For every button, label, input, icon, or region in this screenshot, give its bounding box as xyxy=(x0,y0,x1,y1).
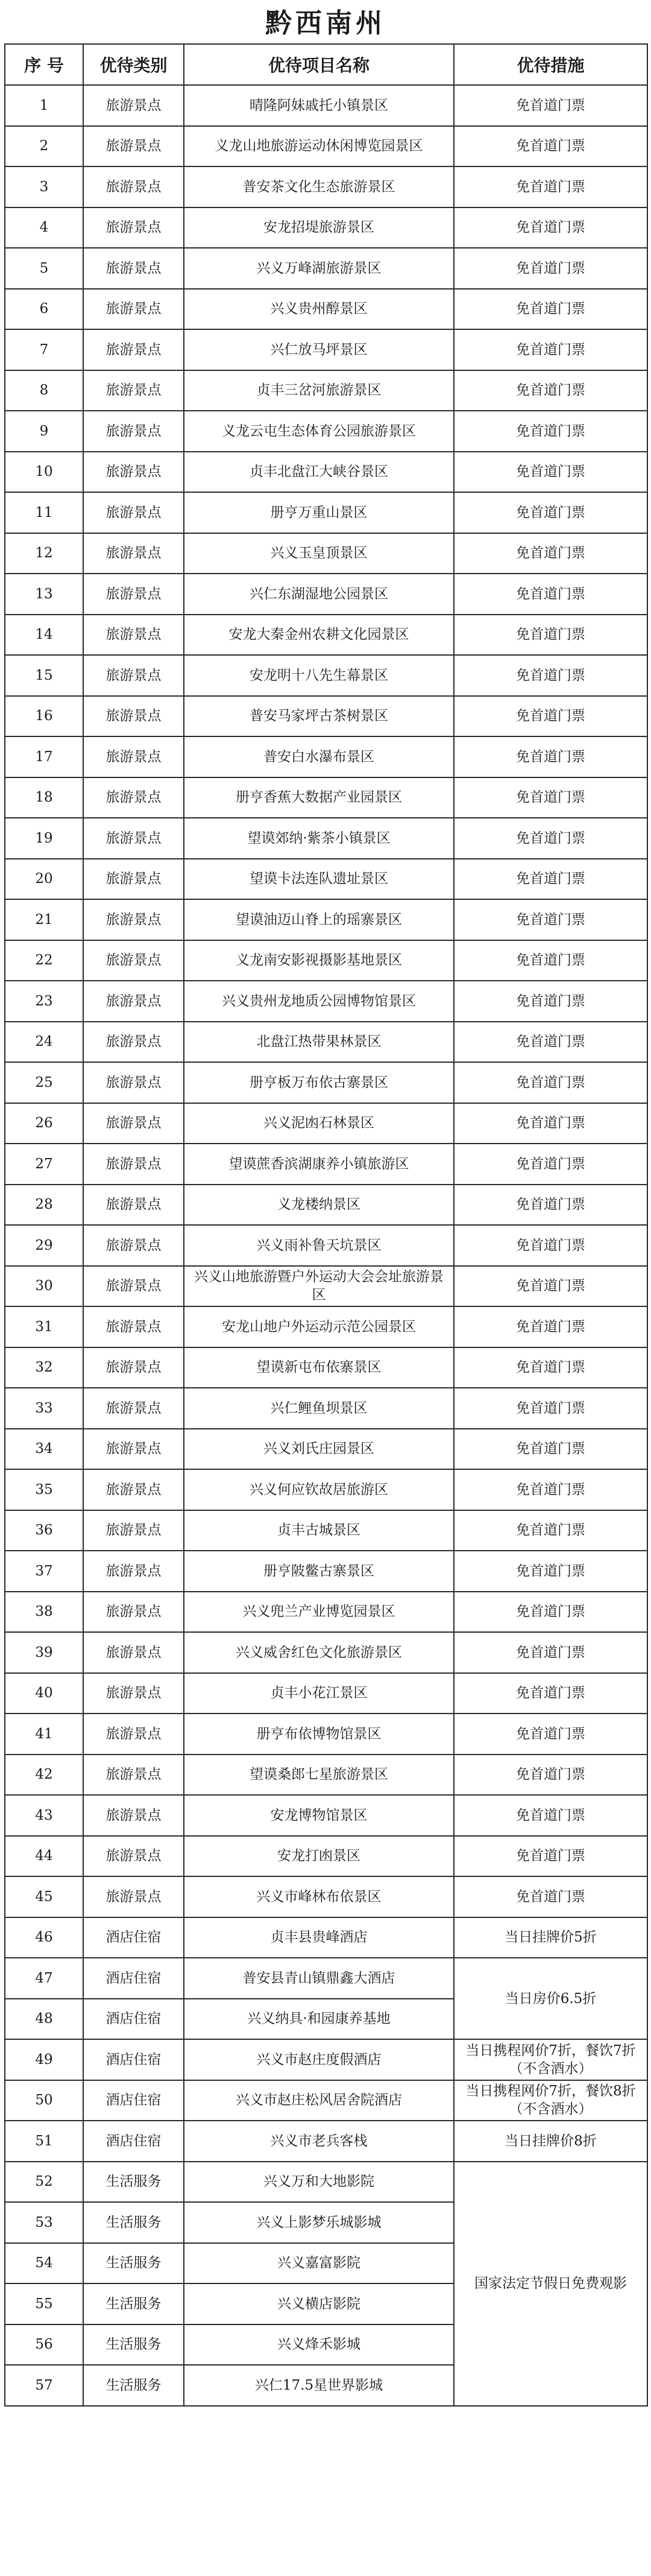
cell-no: 46 xyxy=(5,1917,83,1958)
table-row xyxy=(5,2039,647,2080)
table-row xyxy=(5,1551,647,1592)
cell-no: 27 xyxy=(5,1144,83,1185)
cell-category: 旅游景点 xyxy=(83,981,184,1022)
cell-item-name: 贞丰三岔河旅游景区 xyxy=(184,370,454,411)
cell-measure: 免首道门票 xyxy=(454,248,647,289)
cell-no: 42 xyxy=(5,1755,83,1796)
cell-measure: 免首道门票 xyxy=(454,615,647,656)
cell-measure: 免首道门票 xyxy=(454,818,647,859)
header-no: 序 号 xyxy=(5,44,83,85)
cell-category: 旅游景点 xyxy=(83,492,184,533)
cell-category: 旅游景点 xyxy=(83,899,184,940)
cell-measure: 免首道门票 xyxy=(454,1836,647,1877)
cell-measure: 当日挂牌价5折 xyxy=(454,1917,647,1958)
cell-no: 43 xyxy=(5,1795,83,1836)
cell-no: 28 xyxy=(5,1185,83,1226)
table-row xyxy=(5,1103,647,1144)
cell-measure: 当日挂牌价8折 xyxy=(454,2121,647,2162)
table-row xyxy=(5,1510,647,1551)
table-row xyxy=(5,615,647,656)
table-row xyxy=(5,1306,647,1347)
cell-item-name: 兴义贵州醇景区 xyxy=(184,289,454,330)
cell-category: 旅游景点 xyxy=(83,370,184,411)
cell-item-name: 义龙楼纳景区 xyxy=(184,1185,454,1226)
cell-item-name: 兴义市峰林布依景区 xyxy=(184,1876,454,1917)
cell-category: 旅游景点 xyxy=(83,85,184,126)
table-row xyxy=(5,248,647,289)
cell-measure: 国家法定节假日免费观影 xyxy=(454,2162,647,2406)
cell-item-name: 普安县青山镇鼎鑫大酒店 xyxy=(184,1958,454,1999)
cell-no: 18 xyxy=(5,777,83,818)
table-row xyxy=(5,655,647,696)
cell-no: 15 xyxy=(5,655,83,696)
cell-item-name: 兴义市赵庄松风居舍院酒店 xyxy=(184,2080,454,2121)
cell-category: 旅游景点 xyxy=(83,329,184,370)
cell-item-name: 兴义上影梦乐城影城 xyxy=(184,2202,454,2243)
cell-measure: 免首道门票 xyxy=(454,1673,647,1714)
cell-category: 旅游景点 xyxy=(83,248,184,289)
cell-category: 旅游景点 xyxy=(83,655,184,696)
table-row xyxy=(5,940,647,981)
cell-category: 旅游景点 xyxy=(83,940,184,981)
cell-category: 旅游景点 xyxy=(83,696,184,737)
cell-no: 29 xyxy=(5,1225,83,1266)
cell-measure: 免首道门票 xyxy=(454,1388,647,1429)
cell-no: 32 xyxy=(5,1347,83,1388)
cell-item-name: 望谟新屯布依寨景区 xyxy=(184,1347,454,1388)
cell-category: 旅游景点 xyxy=(83,126,184,167)
cell-no: 25 xyxy=(5,1062,83,1103)
table-row xyxy=(5,1632,647,1673)
cell-no: 53 xyxy=(5,2202,83,2243)
cell-measure: 免首道门票 xyxy=(454,1755,647,1796)
table-row xyxy=(5,1714,647,1755)
cell-category: 旅游景点 xyxy=(83,1876,184,1917)
cell-item-name: 兴义万峰湖旅游景区 xyxy=(184,248,454,289)
table-row xyxy=(5,1673,647,1714)
cell-no: 38 xyxy=(5,1592,83,1633)
cell-item-name: 晴隆阿妹戚托小镇景区 xyxy=(184,85,454,126)
cell-category: 旅游景点 xyxy=(83,615,184,656)
table-row xyxy=(5,2162,647,2203)
cell-category: 旅游景点 xyxy=(83,1510,184,1551)
cell-measure: 免首道门票 xyxy=(454,1347,647,1388)
table-row xyxy=(5,1592,647,1633)
table-row xyxy=(5,1225,647,1266)
header-measure: 优待措施 xyxy=(454,44,647,85)
cell-category: 旅游景点 xyxy=(83,818,184,859)
cell-no: 34 xyxy=(5,1429,83,1470)
cell-measure: 当日携程网价7折，餐饮7折（不含酒水） xyxy=(454,2039,647,2080)
cell-category: 旅游景点 xyxy=(83,859,184,900)
cell-category: 旅游景点 xyxy=(83,1673,184,1714)
cell-item-name: 望谟蔗香滨湖康养小镇旅游区 xyxy=(184,1144,454,1185)
cell-no: 36 xyxy=(5,1510,83,1551)
cell-no: 6 xyxy=(5,289,83,330)
cell-measure: 免首道门票 xyxy=(454,574,647,615)
cell-no: 40 xyxy=(5,1673,83,1714)
cell-measure: 免首道门票 xyxy=(454,736,647,777)
cell-category: 旅游景点 xyxy=(83,452,184,493)
cell-item-name: 贞丰小花江景区 xyxy=(184,1673,454,1714)
cell-measure: 免首道门票 xyxy=(454,696,647,737)
table-row xyxy=(5,1958,647,1999)
cell-category: 旅游景点 xyxy=(83,411,184,452)
cell-measure: 当日房价6.5折 xyxy=(454,1958,647,2039)
cell-measure: 免首道门票 xyxy=(454,452,647,493)
cell-item-name: 普安马家坪古茶树景区 xyxy=(184,696,454,737)
cell-category: 旅游景点 xyxy=(83,1185,184,1226)
cell-item-name: 安龙招堤旅游景区 xyxy=(184,207,454,248)
cell-no: 45 xyxy=(5,1876,83,1917)
cell-item-name: 义龙南安影视摄影基地景区 xyxy=(184,940,454,981)
cell-category: 旅游景点 xyxy=(83,1388,184,1429)
table-row xyxy=(5,1429,647,1470)
cell-category: 旅游景点 xyxy=(83,1103,184,1144)
cell-item-name: 安龙大秦金州农耕文化园景区 xyxy=(184,615,454,656)
table-row xyxy=(5,574,647,615)
table-row xyxy=(5,1755,647,1796)
cell-category: 旅游景点 xyxy=(83,1755,184,1796)
cell-item-name: 兴义市赵庄度假酒店 xyxy=(184,2039,454,2080)
cell-item-name: 兴仁放马坪景区 xyxy=(184,329,454,370)
cell-measure: 免首道门票 xyxy=(454,981,647,1022)
table-row xyxy=(5,1469,647,1510)
cell-measure: 免首道门票 xyxy=(454,533,647,574)
table-row xyxy=(5,452,647,493)
cell-item-name: 贞丰县贵峰酒店 xyxy=(184,1917,454,1958)
cell-item-name: 册亨香蕉大数据产业园景区 xyxy=(184,777,454,818)
cell-category: 旅游景点 xyxy=(83,1225,184,1266)
cell-item-name: 普安茶文化生态旅游景区 xyxy=(184,166,454,207)
cell-no: 50 xyxy=(5,2080,83,2121)
cell-measure: 免首道门票 xyxy=(454,940,647,981)
cell-category: 生活服务 xyxy=(83,2162,184,2203)
cell-category: 生活服务 xyxy=(83,2365,184,2406)
cell-item-name: 贞丰古城景区 xyxy=(184,1510,454,1551)
cell-measure: 免首道门票 xyxy=(454,126,647,167)
cell-category: 生活服务 xyxy=(83,2243,184,2284)
table-row xyxy=(5,777,647,818)
cell-item-name: 兴义横店影院 xyxy=(184,2283,454,2324)
header-item-name: 优待项目名称 xyxy=(184,44,454,85)
cell-item-name: 望谟卡法连队遗址景区 xyxy=(184,859,454,900)
cell-no: 51 xyxy=(5,2121,83,2162)
cell-category: 生活服务 xyxy=(83,2283,184,2324)
cell-category: 生活服务 xyxy=(83,2202,184,2243)
cell-measure: 免首道门票 xyxy=(454,411,647,452)
cell-no: 8 xyxy=(5,370,83,411)
cell-item-name: 册亨万重山景区 xyxy=(184,492,454,533)
cell-measure: 免首道门票 xyxy=(454,1592,647,1633)
cell-no: 57 xyxy=(5,2365,83,2406)
cell-measure: 免首道门票 xyxy=(454,1429,647,1470)
cell-item-name: 兴义万和大地影院 xyxy=(184,2162,454,2203)
cell-measure: 免首道门票 xyxy=(454,492,647,533)
cell-no: 22 xyxy=(5,940,83,981)
header-category: 优待类别 xyxy=(83,44,184,85)
table-row xyxy=(5,126,647,167)
table-row xyxy=(5,85,647,126)
cell-measure: 免首道门票 xyxy=(454,1225,647,1266)
cell-measure: 免首道门票 xyxy=(454,289,647,330)
cell-item-name: 兴义贵州龙地质公园博物馆景区 xyxy=(184,981,454,1022)
benefits-table xyxy=(4,43,648,2407)
table-row xyxy=(5,899,647,940)
cell-measure: 免首道门票 xyxy=(454,1103,647,1144)
cell-category: 旅游景点 xyxy=(83,1266,184,1307)
cell-no: 39 xyxy=(5,1632,83,1673)
cell-no: 1 xyxy=(5,85,83,126)
table-row xyxy=(5,1266,647,1307)
cell-item-name: 兴义泥凼石林景区 xyxy=(184,1103,454,1144)
cell-measure: 免首道门票 xyxy=(454,166,647,207)
table-row xyxy=(5,329,647,370)
table-row xyxy=(5,289,647,330)
cell-category: 旅游景点 xyxy=(83,1144,184,1185)
cell-no: 26 xyxy=(5,1103,83,1144)
table-row xyxy=(5,859,647,900)
cell-no: 23 xyxy=(5,981,83,1022)
table-row xyxy=(5,1144,647,1185)
cell-no: 37 xyxy=(5,1551,83,1592)
cell-item-name: 安龙打凼景区 xyxy=(184,1836,454,1877)
cell-category: 旅游景点 xyxy=(83,1632,184,1673)
cell-item-name: 兴仁17.5星世界影城 xyxy=(184,2365,454,2406)
cell-category: 旅游景点 xyxy=(83,1836,184,1877)
cell-item-name: 册亨布依博物馆景区 xyxy=(184,1714,454,1755)
cell-item-name: 册亨板万布依古寨景区 xyxy=(184,1062,454,1103)
cell-measure: 免首道门票 xyxy=(454,1306,647,1347)
cell-measure: 免首道门票 xyxy=(454,370,647,411)
cell-no: 19 xyxy=(5,818,83,859)
cell-item-name: 义龙山地旅游运动休闲博览园景区 xyxy=(184,126,454,167)
cell-measure: 免首道门票 xyxy=(454,329,647,370)
cell-category: 旅游景点 xyxy=(83,1551,184,1592)
cell-category: 酒店住宿 xyxy=(83,1958,184,1999)
table-row xyxy=(5,411,647,452)
cell-item-name: 安龙山地户外运动示范公园景区 xyxy=(184,1306,454,1347)
cell-measure: 免首道门票 xyxy=(454,1795,647,1836)
cell-measure: 免首道门票 xyxy=(454,899,647,940)
cell-measure: 免首道门票 xyxy=(454,85,647,126)
cell-measure: 免首道门票 xyxy=(454,1185,647,1226)
cell-no: 24 xyxy=(5,1022,83,1063)
cell-item-name: 册亨陂鳖古寨景区 xyxy=(184,1551,454,1592)
cell-no: 21 xyxy=(5,899,83,940)
cell-category: 旅游景点 xyxy=(83,1022,184,1063)
table-row xyxy=(5,1876,647,1917)
cell-item-name: 北盘江热带果林景区 xyxy=(184,1022,454,1063)
cell-item-name: 望谟郊纳·紫茶小镇景区 xyxy=(184,818,454,859)
cell-category: 旅游景点 xyxy=(83,777,184,818)
cell-no: 47 xyxy=(5,1958,83,1999)
cell-no: 12 xyxy=(5,533,83,574)
cell-no: 13 xyxy=(5,574,83,615)
cell-item-name: 安龙博物馆景区 xyxy=(184,1795,454,1836)
cell-no: 56 xyxy=(5,2324,83,2366)
table-row xyxy=(5,492,647,533)
cell-category: 酒店住宿 xyxy=(83,2080,184,2121)
cell-measure: 当日携程网价7折，餐饮8折（不含酒水） xyxy=(454,2080,647,2121)
table-row xyxy=(5,736,647,777)
cell-no: 49 xyxy=(5,2039,83,2080)
cell-category: 旅游景点 xyxy=(83,289,184,330)
cell-measure: 免首道门票 xyxy=(454,207,647,248)
table-row xyxy=(5,818,647,859)
cell-no: 11 xyxy=(5,492,83,533)
cell-category: 旅游景点 xyxy=(83,207,184,248)
cell-measure: 免首道门票 xyxy=(454,1632,647,1673)
cell-item-name: 兴仁鲤鱼坝景区 xyxy=(184,1388,454,1429)
cell-item-name: 兴义纳具·和园康养基地 xyxy=(184,1999,454,2040)
cell-category: 旅游景点 xyxy=(83,736,184,777)
table-row xyxy=(5,370,647,411)
cell-item-name: 兴义玉皇顶景区 xyxy=(184,533,454,574)
cell-category: 旅游景点 xyxy=(83,1429,184,1470)
cell-no: 4 xyxy=(5,207,83,248)
cell-no: 14 xyxy=(5,615,83,656)
cell-item-name: 兴义刘氏庄园景区 xyxy=(184,1429,454,1470)
cell-measure: 免首道门票 xyxy=(454,1551,647,1592)
cell-no: 55 xyxy=(5,2283,83,2324)
cell-measure: 免首道门票 xyxy=(454,655,647,696)
cell-no: 30 xyxy=(5,1266,83,1307)
cell-no: 41 xyxy=(5,1714,83,1755)
table-body xyxy=(5,85,647,2406)
header-row xyxy=(5,44,647,85)
cell-measure: 免首道门票 xyxy=(454,1714,647,1755)
cell-category: 酒店住宿 xyxy=(83,2121,184,2162)
cell-item-name: 望谟油迈山脊上的瑶寨景区 xyxy=(184,899,454,940)
cell-no: 35 xyxy=(5,1469,83,1510)
cell-no: 52 xyxy=(5,2162,83,2203)
cell-item-name: 兴义嘉富影院 xyxy=(184,2243,454,2284)
cell-measure: 免首道门票 xyxy=(454,1876,647,1917)
cell-measure: 免首道门票 xyxy=(454,1062,647,1103)
cell-item-name: 兴义兜兰产业博览园景区 xyxy=(184,1592,454,1633)
table-row xyxy=(5,533,647,574)
page-title: 黔西南州 xyxy=(265,8,386,39)
table-row xyxy=(5,1795,647,1836)
cell-item-name: 望谟桑郎七星旅游景区 xyxy=(184,1755,454,1796)
table-row xyxy=(5,1022,647,1063)
cell-no: 54 xyxy=(5,2243,83,2284)
cell-measure: 免首道门票 xyxy=(454,1022,647,1063)
cell-category: 旅游景点 xyxy=(83,1592,184,1633)
table-row xyxy=(5,1347,647,1388)
cell-category: 酒店住宿 xyxy=(83,1999,184,2040)
table-row xyxy=(5,2121,647,2162)
cell-category: 生活服务 xyxy=(83,2324,184,2366)
table-row xyxy=(5,981,647,1022)
cell-no: 7 xyxy=(5,329,83,370)
cell-item-name: 兴义何应钦故居旅游区 xyxy=(184,1469,454,1510)
document xyxy=(4,4,647,2407)
cell-measure: 免首道门票 xyxy=(454,1469,647,1510)
table-row xyxy=(5,1388,647,1429)
cell-item-name: 兴义雨补鲁天坑景区 xyxy=(184,1225,454,1266)
cell-category: 旅游景点 xyxy=(83,1347,184,1388)
cell-no: 33 xyxy=(5,1388,83,1429)
cell-category: 旅游景点 xyxy=(83,574,184,615)
cell-category: 旅游景点 xyxy=(83,1469,184,1510)
cell-item-name: 安龙明十八先生幕景区 xyxy=(184,655,454,696)
cell-category: 旅游景点 xyxy=(83,533,184,574)
table-row xyxy=(5,1836,647,1877)
cell-category: 旅游景点 xyxy=(83,166,184,207)
cell-no: 17 xyxy=(5,736,83,777)
cell-item-name: 兴仁东湖湿地公园景区 xyxy=(184,574,454,615)
cell-item-name: 普安白水瀑布景区 xyxy=(184,736,454,777)
table-row xyxy=(5,207,647,248)
cell-category: 旅游景点 xyxy=(83,1795,184,1836)
cell-no: 20 xyxy=(5,859,83,900)
cell-no: 2 xyxy=(5,126,83,167)
cell-item-name: 贞丰北盘江大峡谷景区 xyxy=(184,452,454,493)
cell-category: 酒店住宿 xyxy=(83,2039,184,2080)
cell-no: 16 xyxy=(5,696,83,737)
cell-measure: 免首道门票 xyxy=(454,1144,647,1185)
table-row xyxy=(5,1917,647,1958)
table-row xyxy=(5,696,647,737)
cell-no: 44 xyxy=(5,1836,83,1877)
cell-item-name: 兴义威舍红色文化旅游景区 xyxy=(184,1632,454,1673)
cell-no: 48 xyxy=(5,1999,83,2040)
table-row xyxy=(5,1062,647,1103)
cell-no: 9 xyxy=(5,411,83,452)
cell-item-name: 兴义烽禾影城 xyxy=(184,2324,454,2366)
table-row xyxy=(5,166,647,207)
cell-item-name: 兴义山地旅游暨户外运动大会会址旅游景区 xyxy=(184,1266,454,1307)
cell-measure: 免首道门票 xyxy=(454,859,647,900)
table-row xyxy=(5,1185,647,1226)
cell-measure: 免首道门票 xyxy=(454,1510,647,1551)
cell-no: 5 xyxy=(5,248,83,289)
cell-item-name: 义龙云屯生态体育公园旅游景区 xyxy=(184,411,454,452)
cell-category: 旅游景点 xyxy=(83,1062,184,1103)
cell-category: 酒店住宿 xyxy=(83,1917,184,1958)
cell-measure: 免首道门票 xyxy=(454,1266,647,1307)
cell-no: 3 xyxy=(5,166,83,207)
cell-category: 旅游景点 xyxy=(83,1714,184,1755)
cell-item-name: 兴义市老兵客栈 xyxy=(184,2121,454,2162)
cell-no: 31 xyxy=(5,1306,83,1347)
cell-no: 10 xyxy=(5,452,83,493)
cell-category: 旅游景点 xyxy=(83,1306,184,1347)
table-row xyxy=(5,2080,647,2121)
cell-measure: 免首道门票 xyxy=(454,777,647,818)
